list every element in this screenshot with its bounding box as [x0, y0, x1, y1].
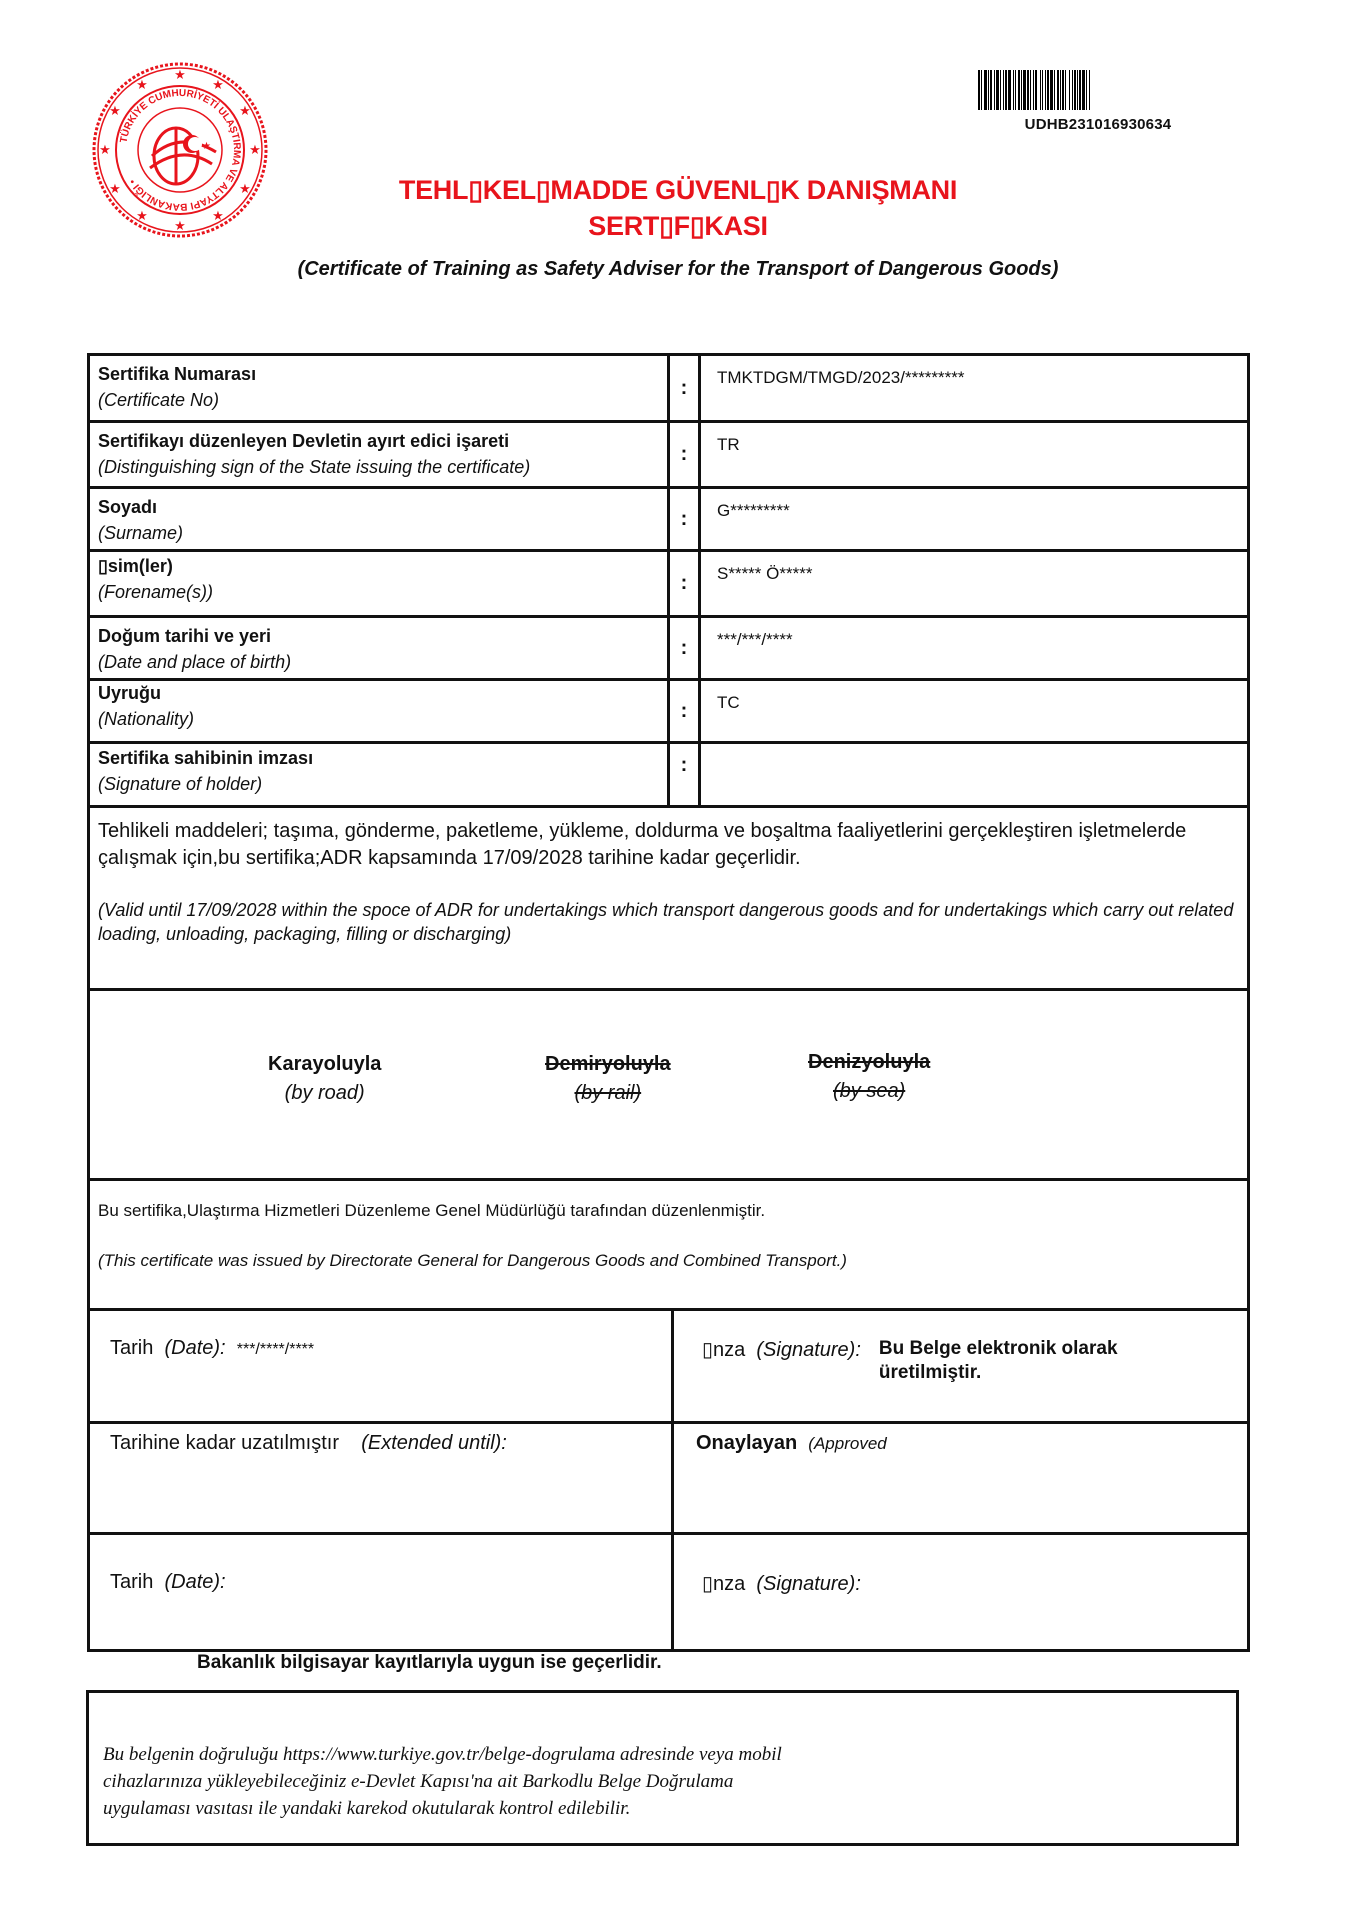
field-colon: : — [670, 618, 701, 678]
verification-line-2: cihazlarınıza yükleyebileceğiniz e-Devlet Kapısı'na ait Barkodlu Belge Doğrulama — [103, 1771, 734, 1792]
mode-road-label: Karayoluyla — [268, 1053, 382, 1075]
field-label-en: (Signature of holder) — [98, 774, 263, 794]
extended-cell — [90, 1424, 674, 1532]
field-colon: : — [670, 681, 701, 741]
signature-row-3 — [90, 1535, 1247, 1649]
signature-label: ▯nza — [702, 1339, 746, 1361]
barcode — [978, 70, 1218, 133]
date-cell — [90, 1311, 674, 1421]
svg-text:★: ★ — [249, 142, 261, 157]
title-line-2: SERT▯F▯KASI — [588, 211, 768, 241]
field-value-certificate-no: TMKTDGM/TMGD/2023/********* — [717, 368, 965, 387]
date2-label-en: (Date): — [164, 1571, 226, 1593]
field-label-en: (Surname) — [98, 523, 184, 543]
field-label-en: (Certificate No) — [98, 390, 220, 410]
field-value-nationality: TC — [717, 693, 740, 712]
certificate-table — [87, 353, 1250, 1652]
barcode-number: UDHB231016930634 — [1024, 116, 1172, 133]
signature-row-1 — [90, 1311, 1247, 1424]
svg-text:★: ★ — [212, 77, 224, 92]
verification-box — [86, 1690, 1239, 1846]
signature2-label-en: (Signature): — [756, 1573, 861, 1595]
svg-text:★: ★ — [174, 67, 186, 82]
issuer-text-tr: Bu sertifika,Ulaştırma Hizmetleri Düzenleme Genel Müdürlüğü tarafından düzenlenmiştir. — [98, 1201, 766, 1220]
field-colon: : — [670, 489, 701, 549]
verification-line-3: uygulaması vasıtası ile yandaki karekod okutularak kontrol edilebilir. — [103, 1798, 631, 1819]
svg-text:★: ★ — [239, 103, 251, 118]
svg-text:★: ★ — [174, 218, 186, 233]
svg-text:★: ★ — [239, 181, 251, 196]
field-value-state-sign: TR — [717, 435, 740, 454]
field-value-holder-signature — [701, 744, 1247, 805]
field-label-en: (Forename(s)) — [98, 582, 214, 602]
barcode-icon — [978, 70, 1218, 110]
field-row-holder-signature — [90, 744, 1247, 808]
date-label-en: (Date): — [164, 1337, 226, 1359]
field-row-certificate-no — [90, 356, 1247, 423]
mode-sea-label-en: (by sea) — [833, 1080, 906, 1102]
field-label: Sertifika sahibinin imzası — [98, 748, 314, 768]
date2-cell — [90, 1535, 674, 1649]
svg-text:★: ★ — [136, 77, 148, 92]
field-label: Soyadı — [98, 497, 158, 517]
page-subtitle: (Certificate of Training as Safety Adviser for the Transport of Dangerous Goods) — [297, 258, 1059, 280]
svg-text:TÜRKİYE CUMHURİYETİ ULAŞTIRMA: TÜRKİYE CUMHURİYETİ ULAŞTIRMA VE ALTYAPI BAKANLIĞI • — [118, 87, 243, 213]
verification-line-1: Bu belgenin doğruluğu https://www.turkiye.gov.tr/belge-dogrulama adresinde veya mobil — [103, 1744, 782, 1765]
field-value-birth: ***/***/**** — [717, 630, 793, 649]
issuer-text-en: (This certificate was issued by Directorate General for Dangerous Goods and Combined Transport.) — [98, 1251, 847, 1270]
issuer-section — [90, 1181, 1247, 1311]
field-label: ▯sim(ler) — [98, 556, 173, 576]
page-title — [0, 172, 1356, 244]
field-value-surname: G********* — [717, 501, 790, 520]
field-value-forenames: S***** Ö***** — [717, 564, 813, 583]
computer-records-note: Bakanlık bilgisayar kayıtlarıyla uygun ise geçerlidir. — [197, 1652, 662, 1673]
svg-text:★: ★ — [109, 103, 121, 118]
field-row-state-sign — [90, 423, 1247, 489]
mode-sea-label: Denizyoluyla — [808, 1051, 931, 1073]
mode-sea — [808, 1051, 930, 1103]
field-label-en: (Distinguishing sign of the State issuing the certificate) — [98, 457, 531, 477]
svg-text:★: ★ — [136, 208, 148, 223]
mode-road-label-en: (by road) — [284, 1082, 365, 1104]
title-line-1: TEHL▯KEL▯MADDE GÜVENL▯K DANIŞMANI — [398, 175, 958, 205]
field-row-nationality — [90, 681, 1247, 744]
field-colon: : — [670, 744, 701, 805]
validity-text-tr: Tehlikeli maddeleri; taşıma, gönderme, paketleme, yükleme, doldurma ve boşaltma faaliyetlerini gerçekleştiren işletmelerde çalışmak için,bu sertifika;ADR kapsamında 17/09/2028 tarihine kadar geçerlidir. — [98, 820, 1187, 869]
svg-text:★: ★ — [99, 142, 111, 157]
svg-text:★: ★ — [212, 208, 224, 223]
field-row-birth — [90, 618, 1247, 681]
svg-text:★: ★ — [202, 141, 211, 152]
field-label: Doğum tarihi ve yeri — [98, 626, 272, 646]
field-colon: : — [670, 356, 701, 420]
date-value: ***/****/**** — [236, 1341, 315, 1358]
field-label-en: (Nationality) — [98, 709, 195, 729]
electronic-signature-note: Bu Belge elektronik olarak üretilmiştir. — [878, 1338, 1118, 1383]
signature-cell — [674, 1311, 1247, 1421]
signature2-cell — [674, 1535, 1247, 1649]
mode-rail — [545, 1053, 671, 1105]
field-row-forenames — [90, 552, 1247, 618]
field-colon: : — [670, 423, 701, 486]
date-label: Tarih — [110, 1337, 154, 1359]
validity-section — [90, 808, 1247, 991]
field-label-en: (Date and place of birth) — [98, 652, 292, 672]
approved-cell — [674, 1424, 1247, 1532]
signature2-label: ▯nza — [702, 1573, 746, 1595]
signature-label-en: (Signature): — [756, 1339, 861, 1361]
validity-text-en: (Valid until 17/09/2028 within the spoce of ADR for undertakings which transport dangerous goods and for undertakings which carry out related loading, unloading, packaging, filling or discharging) — [98, 900, 1234, 944]
mode-rail-label: Demiryoluyla — [545, 1053, 671, 1075]
approved-label-en: (Approved — [808, 1434, 887, 1453]
svg-text:★: ★ — [109, 181, 121, 196]
extended-label: Tarihine kadar uzatılmıştır — [110, 1432, 339, 1454]
extended-label-en: (Extended until): — [361, 1432, 507, 1454]
mode-rail-label-en: (by rail) — [574, 1082, 642, 1104]
date2-label: Tarih — [110, 1571, 154, 1593]
transport-modes-section — [90, 991, 1247, 1181]
approved-label: Onaylayan — [696, 1432, 798, 1454]
field-colon: : — [670, 552, 701, 615]
field-row-surname — [90, 489, 1247, 552]
field-label: Sertifikayı düzenleyen Devletin ayırt edici işareti — [98, 431, 510, 451]
field-label: Uyruğu — [98, 683, 161, 703]
field-label: Sertifika Numarası — [98, 364, 257, 384]
signature-row-2 — [90, 1424, 1247, 1535]
mode-road — [268, 1053, 381, 1105]
